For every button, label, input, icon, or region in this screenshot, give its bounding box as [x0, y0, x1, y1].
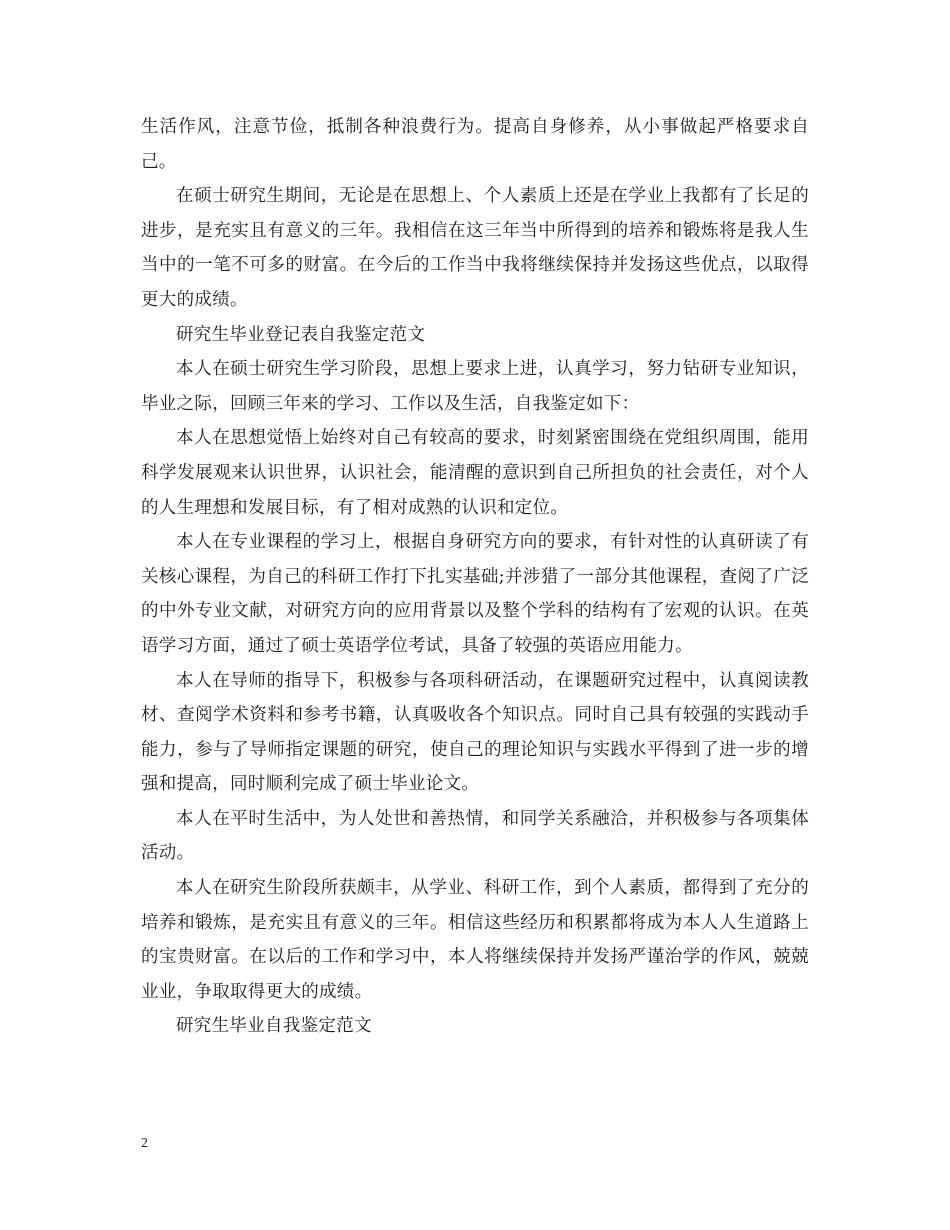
- paragraph: 本人在研究生阶段所获颇丰，从学业、科研工作，到个人素质，都得到了充分的培养和锻炼，是充实且有意义的三年。相信这些经历和积累都将成为本人人生道路上的宝贵财富。在以后的工作和学习中，本人将继续保持并发扬严谨治学的作风，兢兢业业，争取取得更大的成绩。: [141, 878, 809, 1002]
- page-number: 2: [141, 1136, 148, 1151]
- paragraph: 研究生毕业登记表自我鉴定范文: [176, 324, 426, 345]
- paragraph: 本人在硕士研究生学习阶段，思想上要求上进，认真学习，努力钻研专业知识，毕业之际，回顾三年来的学习、工作以及生活，自我鉴定如下：: [141, 359, 809, 414]
- paragraph: 生活作风，注意节俭，抵制各种浪费行为。提高自身修养，从小事做起严格要求自己。: [141, 117, 809, 172]
- paragraph: 本人在导师的指导下，积极参与各项科研活动，在课题研究过程中，认真阅读教材、查阅学术资料和参考书籍，认真吸收各个知识点。同时自己具有较强的实践动手能力，参与了导师指定课题的研究，使自己的理论知识与实践水平得到了进一步的增强和提高，同时顺利完成了硕士毕业论文。: [141, 670, 809, 795]
- paragraph: 本人在思想觉悟上始终对自己有较高的要求，时刻紧密围绕在党组织周围，能用科学发展观来认识世界，认识社会，能清醒的意识到自己所担负的社会责任，对个人的人生理想和发展目标，有了相对成熟的认识和定位。: [141, 428, 809, 518]
- paragraph: 研究生毕业自我鉴定范文: [176, 1016, 372, 1037]
- document-body: [141, 110, 809, 1044]
- paragraph: 本人在专业课程的学习上，根据自身研究方向的要求，有针对性的认真研读了有关核心课程，为自己的科研工作打下扎实基础;并涉猎了一部分其他课程，查阅了广泛的中外专业文献，对研究方向的应用背景以及整个学科的结构有了宏观的认识。在英语学习方面，通过了硕士英语学位考试，具备了较强的英语应用能力。: [141, 532, 809, 656]
- paragraph: 本人在平时生活中，为人处世和善热情，和同学关系融洽，并积极参与各项集体活动。: [141, 808, 809, 864]
- paragraph: 在硕士研究生期间，无论是在思想上、个人素质上还是在学业上我都有了长足的进步，是充实且有意义的三年。我相信在这三年当中所得到的培养和锻炼将是我人生当中的一笔不可多的财富。在今后的工作当中我将继续保持并发扬这些优点，以取得更大的成绩。: [141, 186, 809, 310]
